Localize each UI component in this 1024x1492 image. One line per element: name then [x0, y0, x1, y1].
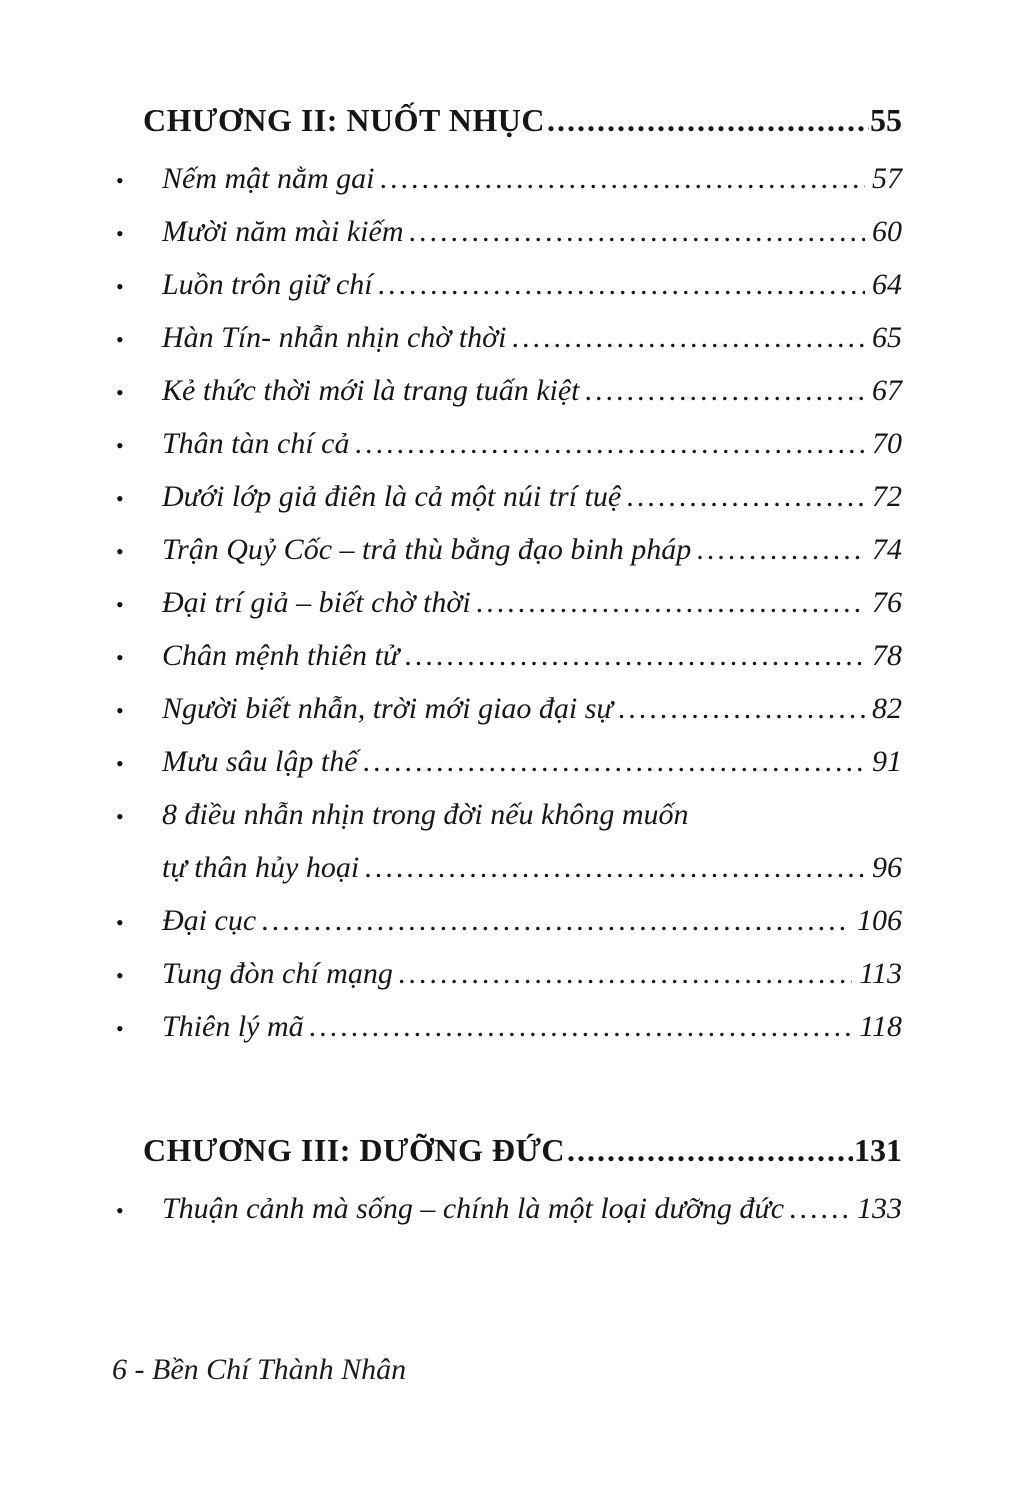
dot-leader — [364, 841, 865, 894]
dot-leader — [696, 523, 865, 576]
toc-entry — [116, 311, 902, 364]
dot-leader — [789, 1182, 850, 1235]
toc-entry-line-2 — [116, 841, 902, 894]
chapter-3-heading-row — [116, 1124, 902, 1177]
dot-leader — [585, 364, 865, 417]
dot-leader — [618, 682, 865, 735]
toc-entry-line-1 — [116, 788, 902, 841]
entry-title: Hàn Tín- nhẫn nhịn chờ thời — [162, 321, 507, 354]
toc-entry — [116, 1000, 902, 1053]
dot-leader — [261, 894, 850, 947]
bullet-icon: • — [116, 168, 124, 193]
bullet-icon: • — [116, 592, 124, 617]
entry-page-number: 72 — [872, 480, 902, 513]
bullet-icon: • — [116, 486, 124, 511]
bullet-icon: • — [116, 751, 124, 776]
entry-title: Mưu sâu lập thế — [162, 745, 358, 778]
dot-leader — [309, 1000, 853, 1053]
dot-leader — [378, 258, 865, 311]
entry-page-number: 70 — [872, 427, 902, 460]
bullet-icon: • — [116, 380, 124, 405]
entry-page-number: 82 — [872, 692, 902, 725]
entry-page-number: 65 — [872, 321, 902, 354]
toc-entry — [116, 152, 902, 205]
dot-leader — [380, 152, 866, 205]
dot-leader — [404, 629, 865, 682]
entry-title: 8 điều nhẫn nhịn trong đời nếu không muốn — [162, 798, 689, 831]
dot-leader — [476, 576, 865, 629]
toc-entry — [116, 682, 902, 735]
entry-title: Luồn trôn giữ chí — [162, 268, 373, 301]
entry-page-number: 96 — [872, 851, 902, 884]
toc-entry — [116, 470, 902, 523]
toc-entry — [116, 947, 902, 1000]
dot-leader — [626, 470, 865, 523]
toc-entry — [116, 629, 902, 682]
entry-title: Thuận cảnh mà sống – chính là một loại dưỡng đức — [162, 1192, 785, 1225]
entry-page-number: 57 — [872, 162, 902, 195]
entry-title-continuation: tự thân hủy hoại — [162, 851, 360, 884]
entry-page-number: 74 — [872, 533, 902, 566]
toc-entry — [116, 417, 902, 470]
entry-page-number: 78 — [872, 639, 902, 672]
entry-page-number: 67 — [872, 374, 902, 407]
table-of-contents — [116, 94, 902, 1235]
bullet-icon: • — [116, 539, 124, 564]
entry-page-number: 60 — [872, 215, 902, 248]
entry-title: Chân mệnh thiên tử — [162, 639, 400, 672]
toc-entry — [116, 523, 902, 576]
bullet-icon: • — [116, 1198, 124, 1223]
entry-title: Dưới lớp giả điên là cả một núi trí tuệ — [162, 480, 622, 513]
toc-entry — [116, 735, 902, 788]
chapter-2-heading-row — [116, 94, 902, 147]
bullet-icon: • — [116, 804, 124, 829]
entry-title: Nếm mật nằm gai — [162, 162, 375, 195]
entry-title: Trận Quỷ Cốc – trả thù bằng đạo binh pháp — [162, 533, 692, 566]
entry-title: Người biết nhẫn, trời mới giao đại sự — [162, 692, 613, 725]
toc-entry — [116, 205, 902, 258]
entry-page-number: 106 — [857, 904, 902, 937]
bullet-icon: • — [116, 433, 124, 458]
bullet-icon: • — [116, 327, 124, 352]
entry-title: Tung đòn chí mạng — [162, 957, 393, 990]
dot-leader — [355, 417, 866, 470]
dot-leader — [363, 735, 865, 788]
chapter-title: CHƯƠNG III: DƯỠNG ĐỨC — [143, 1132, 566, 1168]
entry-page-number: 91 — [872, 745, 902, 778]
page-footer: 6 - Bền Chí Thành Nhân — [112, 1353, 407, 1386]
bullet-icon: • — [116, 274, 124, 299]
dot-leader — [567, 1124, 853, 1177]
chapter-title: CHƯƠNG II: NUỐT NHỤC — [143, 102, 546, 138]
entry-page-number: 118 — [859, 1010, 902, 1043]
entry-page-number: 76 — [872, 586, 902, 619]
toc-entry — [116, 894, 902, 947]
bullet-icon: • — [116, 1016, 124, 1041]
toc-entry — [116, 576, 902, 629]
toc-entry — [116, 258, 902, 311]
chapter-page-number: 131 — [854, 1132, 902, 1168]
entry-page-number: 133 — [857, 1192, 902, 1225]
bullet-icon: • — [116, 963, 124, 988]
entry-title: Thân tàn chí cả — [162, 427, 350, 460]
entry-title: Mười năm mài kiếm — [162, 215, 404, 248]
bullet-icon: • — [116, 221, 124, 246]
bullet-icon: • — [116, 698, 124, 723]
bullet-icon: • — [116, 910, 124, 935]
entry-title: Đại cục — [162, 904, 257, 937]
entry-title: Kẻ thức thời mới là trang tuấn kiệt — [162, 374, 580, 407]
bullet-icon: • — [116, 645, 124, 670]
toc-entry — [116, 1182, 902, 1235]
dot-leader — [398, 947, 852, 1000]
dot-leader — [512, 311, 865, 364]
toc-entry — [116, 364, 902, 417]
dot-leader — [547, 94, 869, 147]
chapter-page-number: 55 — [870, 102, 902, 138]
entry-title: Đại trí giả – biết chờ thời — [162, 586, 471, 619]
entry-page-number: 64 — [872, 268, 902, 301]
entry-title: Thiên lý mã — [162, 1010, 304, 1043]
entry-page-number: 113 — [859, 957, 902, 990]
dot-leader — [409, 205, 866, 258]
